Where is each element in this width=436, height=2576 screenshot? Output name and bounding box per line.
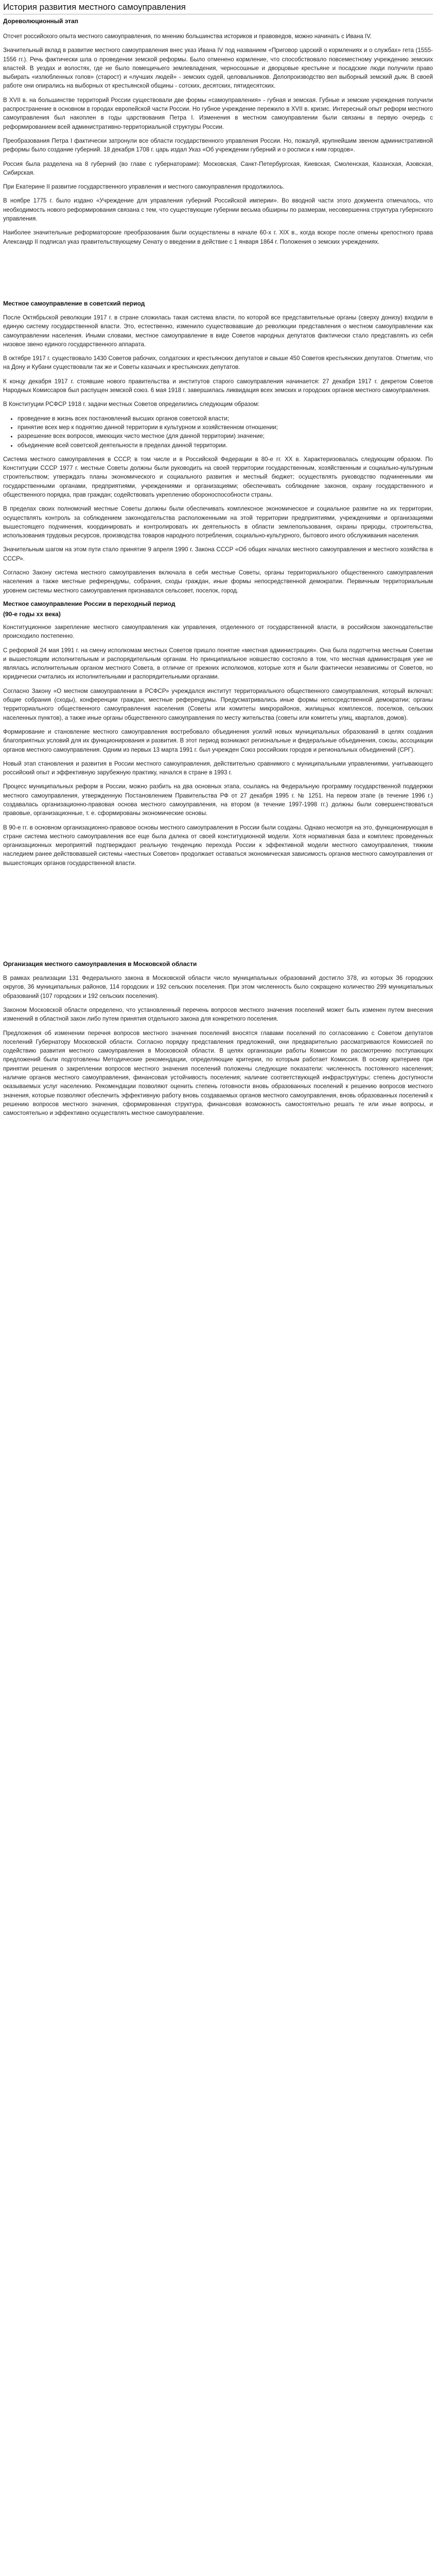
paragraph: В октябре 1917 г. существовало 1430 Советов рабочих, солдатских и крестьянских депутатов и свыше 450 Советов крестьянских депутатов. Отметим, что на Дону и Кубани существовали так же и Советы казачьих и крестьянских депутатов. [3, 355, 433, 371]
paragraph: При Екатерине II развитие государственного управления и местного самоуправления продолжилось. [3, 183, 285, 191]
section-subtitle: (90-е годы хх века) [3, 610, 61, 618]
blank-space [3, 873, 433, 960]
page-title: История развития местного самоуправления [3, 2, 433, 14]
paragraph: Система местного самоуправления в СССР, в том числе и в Российской Федерации в 80-е гг. XX в. Характеризовалась следующим образом. По Конституции СССР 1977 г. местные Советы должны были руководить на своей территории государственным, хозяйственным и социально-культурным строительством; утверждать планы экономического и социального развития и местный бюджет; осуществлять руководство подчиненными им государственными органами, предприятиями, учреждениями и организациями; обеспечивать соблюдение законов, охрану государственного и общественного порядка, прав граждан; содействовать укреплению обороноспособности страны. [3, 455, 433, 498]
list-item: • принятие всех мер к поднятию данной территории в культурном и хозяйственном отношении; [18, 423, 433, 432]
paragraph: Формирование и становление местного самоуправления востребовало объединения усилий новых муниципальных образований в целях создания благоприятных условий для их функционирования и развития. В этот период возникают региональные и федеральные объединения, союзы, ассоциации органов местного самоуправления. Одним из первых 13 марта 1991 г. был учрежден Союз российских городов и региональных объединений (СРГ). [3, 728, 433, 753]
paragraph: Предложения об изменении перечня вопросов местного значения поселений вносятся главами поселений по согласованию с Советом депутатов поселений Губернатору Московской области. Согласно порядку представления предложений, они предварительно рассматриваются Комиссией по содействию развития местного самоуправления в Московской области. В целях организации работы Комиссии по рассмотрению поступающих предложений были подготовлены Методические рекомендации, определяющие критерии, по которым работает Комиссия. В основу критериев при принятии решения о закреплении вопросов местного значения поселений положены следующие показатели: численность постоянного населения; наличие органов местного самоуправления, финансовая устойчивость поселения; наличие соответствующей инфраструктуры; степень доступности оказываемых услуг населению. Рекомендации позволяют оценить степень готовности вновь образованных поселений к решению вопросов местного значения, которые позволяют обеспечить эффективную работу вновь создаваемых органов местного самоуправления, вновь образованных поселений к решению вопросов местного значения, сформированная структура, финансовая возможность самостоятельно решать те или иные вопросы, и самостоятельно и эффективно осуществлять местное самоуправление. [3, 1029, 433, 1117]
bullet-list [3, 414, 433, 450]
paragraph: Отсчет российского опыта местного самоуправления, по мнению большинства историков и правоведов, можно начинать с Ивана IV. [3, 33, 372, 40]
paragraph: Законом Московской области определено, что установленный перечень вопросов местного значения поселений может быть изменен путем внесения изменений в областной закон либо путем принятия отдельного закона для конкретного поселения. [3, 1006, 433, 1023]
paragraph: Конституционное закрепление местного самоуправления как управления, отделенного от государственной власти, в российском законодательстве происходило постепенно. [3, 623, 433, 640]
paragraph: В 90-е гг. в основном организационно-правовое основы местного самоуправления в России были созданы. Однако несмотря на это, функционирующая в стране система местного самоуправления все еще была далека от своей конституционной модели. Хотя нормативная база и комплекс проведенных организационных мероприятий подтверждают реальную тенденцию перехода России к эффективной модели местного самоуправления, тяжким наследием ранее действовавшей системы «местных Советов» продолжает оставаться экономическая зависимость органов местного самоуправления от вышестоящих органов государственной власти. [3, 824, 433, 867]
paragraph: Процесс муниципальных реформ в России, можно разбить на два основных этапа, ссылаясь на Федеральную программу государственной поддержки местного самоуправления, утвержденную Постановлением Правительства РФ от 27 декабря 1995 г. № 1251. На первом этапе (в течение 1996 г.) создавалась организационно-правовая основа местного самоуправления, на втором (в течение 1997-1998 гг.) должны были совершенствоваться правовые, организационные, т. е. сформированы экономические основы. [3, 783, 433, 817]
section-moscow-region [3, 960, 433, 1117]
paragraph: После Октябрьской революции 1917 г. в стране сложилась такая система власти, по которой все представительные органы (сверху донизу) входили в единую систему государственной власти. Это, естественно, изменило существовавшие до революции представления о местном самоуправлении как самоуправлении населения. Иными словами, местное самоуправление в виде Советов народных депутатов фактически стало представлять из себя низовое звено единого государственного аппарата. [3, 314, 433, 348]
paragraph: В Конституции РСФСР 1918 г. задачи местных Советов определились следующим образом: [3, 401, 259, 408]
paragraph: В пределах своих полномочий местные Советы должны были обеспечивать комплексное экономическое и социальное развитие на их территории, осуществлять контроль за соблюдением законодательства расположенными на этой территории предприятиями, учреждениями и организациями вышестоящего подчинения, координировать и контролировать их деятельность в области землепользования, охраны природы, строительства, использования трудовых ресурсов, производства товаров народного потребления, социально-культурного, бытового иного обслуживания населения. [3, 505, 433, 539]
section-transition [3, 600, 433, 868]
paragraph: Согласно Закону «О местном самоуправлении в РСФСР» учреждался институт территориального общественного самоуправления, который включал: общие собрания (сходы), конференции граждан, местные референдумы. Предусматривались иные формы непосредственной демократии; органы территориального общественного самоуправления населения (Советы или комитеты микрорайонов, жилищных комплексов, поселков, сельских населенных пунктов), а также иные органы общественного самоуправления по месту жительства (советы или комитеты улиц, кварталов, домов). [3, 687, 433, 721]
list-item: • разрешение всех вопросов, имеющих чисто местное (для данной территории) значение; [18, 432, 433, 440]
paragraph: Согласно Закону система местного самоуправления включала в себя местные Советы, органы территориального общественного самоуправления населения а также местные референдумы, собрания, сходы граждан, иные формы непосредственной демократии. Первичным территориальным уровнем системы местного самоуправления признавался сельсовет, поселок, город. [3, 569, 433, 594]
paragraph: Значительный вклад в развитие местного самоуправления внес указ Ивана IV под названием «Приговор царский о кормлениях и о службах» гета (1555-1556 гг.). Речь фактически шла о проведении земской реформы. Было отменено кормление, что способствовало повсеместному учреждению земских властей. В уездах и волостях, где не было помещичьего землевладения, черносошные и дворцовые крестьяне и посадские люди получили право выбирать «излюбленных голов» (старост) и «лучших людей» - земских судей, целовальников. Делопроизводство вел выборный земский дьяк. В своей работе они опирались на выборных от крестьянской общины - сотских, десятских, пятидесятских. [3, 47, 433, 90]
paragraph: К концу декабря 1917 г. стоявшие нового правительства и институтов старого самоуправления начинается: 27 декабря 1917 г. декретом Советов Народных Комиссаров был распущен земской союз. 6 мая 1918 г. завершилась ликвидация всех земских и городских органов местного самоуправления. [3, 378, 433, 394]
list-item: • проведение в жизнь всех постановлений высших органов советской власти; [18, 414, 433, 423]
paragraph: С реформой 24 мая 1991 г. на смену исполкомам местных Советов пришло понятие «местная администрация». Она была подотчетна местным Советам и вышестоящим исполнительным и распорядительным органам. Но принципиальное новшество состояло в том, что местная администрация уже не являлась исполнительным органом местного Совета, в отличие от прежних исполкомов, которые хотя и были фактически независимы от Советов, но юридически считались их исполнительными и распорядительными органами. [3, 647, 433, 681]
section-title: Местное самоуправление России в переходный период [3, 600, 176, 607]
paragraph: Преобразования Петра I фактически затронули все области государственного управления России. Но, пожалуй, крупнейшим звеном административной реформы было создание губерний. 18 декабря 1708 г. царь издал Указ «Об учреждении губерний и о росписи к ним городов». [3, 137, 433, 154]
paragraph: В рамках реализации 131 Федерального закона в Московской области число муниципальных образований достигло 378, из которых 36 городских округов, 36 муниципальных районов, 114 городских и 192 сельских поселения. При этом численность было сокращено количество 299 муниципальных образований (107 городских и 192 сельских поселения). [3, 975, 433, 999]
paragraph: В XVII в. на большинстве территорий России существовали две формы «самоуправления» - губная и земская. Губные и земские учреждения получили распространение в основном в городах европейской части России. Но губное учреждение пережило в XVII в. кризис. Интересный опыт реформ местного самоуправления был накоплен в годы царствования Петра I. Изменения в местном самоуправлении были связаны в первую очередь с реформированием всей административно-территориальной структуры России. [3, 96, 433, 130]
section-title: Дореволюционный этап [3, 18, 78, 25]
paragraph: Россия была разделена на 8 губерний (во главе с губернаторами): Московская, Санкт-Петербургская, Киевская, Смоленская, Казанская, Азовская, Сибирская. [3, 160, 433, 176]
paragraph: Новый этап становления и развития в России местного самоуправления, действительно сравнимого с муниципальными управлениями, учитывающего российский опыт и эффективную зарубежную практику, начался в стране в 1993 г. [3, 760, 433, 776]
section-title: Организация местного самоуправления в Московской области [3, 960, 197, 968]
section-prerevolution [3, 18, 433, 246]
blank-space [3, 251, 433, 300]
paragraph: Значительным шагом на этом пути стало принятие 9 апреля 1990 г. Закона СССР «Об общих началах местного самоуправления и местного хозяйства в СССР». [3, 546, 433, 562]
section-soviet [3, 300, 433, 595]
section-title: Местное самоуправление в советский период [3, 299, 145, 307]
document-page [0, 2, 436, 2576]
list-item: • объединение всей советской деятельности в пределах данной территории. [18, 441, 433, 450]
paragraph: В ноябре 1775 г. было издано «Учреждение для управления губерний Российской империи». Во вводной части этого документа отмечалось, что необходимость нового реформирования связана с тем, что существующие губернии весьма обширны по размерам, несовершенна структура губернского управления. [3, 197, 433, 223]
paragraph: Наиболее значительные реформаторские преобразования были осуществлены в начале 60-х г. XIX в., когда вскоре после отмены крепостного права Александр II подписал указ правительствующему Сенату о введении в действие с 1 января 1864 г. Положения о земских учреждениях. [3, 229, 433, 245]
